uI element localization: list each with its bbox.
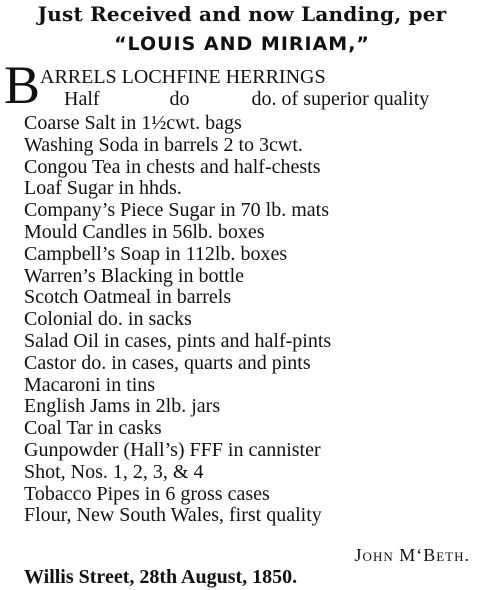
list-item: Colonial do. in sacks <box>24 308 192 331</box>
list-item: Macaroni in tins <box>24 373 156 396</box>
list-item: Company’s Piece Sugar in 70 lb. mats <box>24 199 329 222</box>
list-item: Flour, New South Wales, first quality <box>24 504 322 527</box>
list-item: Loaf Sugar in hhds. <box>24 177 182 200</box>
list-item: Congou Tea in chests and half-chests <box>24 155 321 178</box>
second-item-c: do. of superior quality <box>251 88 430 110</box>
second-item-a: Half <box>64 88 100 110</box>
list-item: Gunpowder (Hall’s) FFF in cannister <box>24 439 321 461</box>
list-item: Castor do. in cases, quarts and pints <box>24 351 311 374</box>
list-item: Salad Oil in cases, pints and half-pints <box>24 330 332 352</box>
list-item: Warren’s Blacking in bottle <box>24 264 244 287</box>
list-item: Campbell’s Soap in 112lb. boxes <box>24 242 288 265</box>
list-item: English Jams in 2lb. jars <box>24 395 221 418</box>
first-item-line: ARRELS LOCHFINE HERRINGS <box>40 66 326 88</box>
footer-line: Willis Street, 28th August, 1850. <box>24 566 298 588</box>
list-item: Shot, Nos. 1, 2, 3, & 4 <box>24 460 204 483</box>
list-item: Tobacco Pipes in 6 gross cases <box>24 482 270 505</box>
list-item: Coarse Salt in 1½cwt. bags <box>24 112 242 134</box>
list-item: Coal Tar in casks <box>24 417 162 440</box>
second-item-b: do <box>169 88 190 110</box>
second-item-line <box>64 88 429 110</box>
header-line-1: Just Received and now Landing, per <box>37 2 447 26</box>
signature: John M‘Beth. <box>354 545 470 565</box>
ship-name: “LOUIS AND MIRIAM,” <box>114 33 370 55</box>
list-item: Mould Candles in 56lb. boxes <box>24 221 265 243</box>
list-item: Washing Soda in barrels 2 to 3cwt. <box>24 133 303 156</box>
drop-cap: B <box>4 55 41 115</box>
list-item: Scotch Oatmeal in barrels <box>24 286 232 309</box>
